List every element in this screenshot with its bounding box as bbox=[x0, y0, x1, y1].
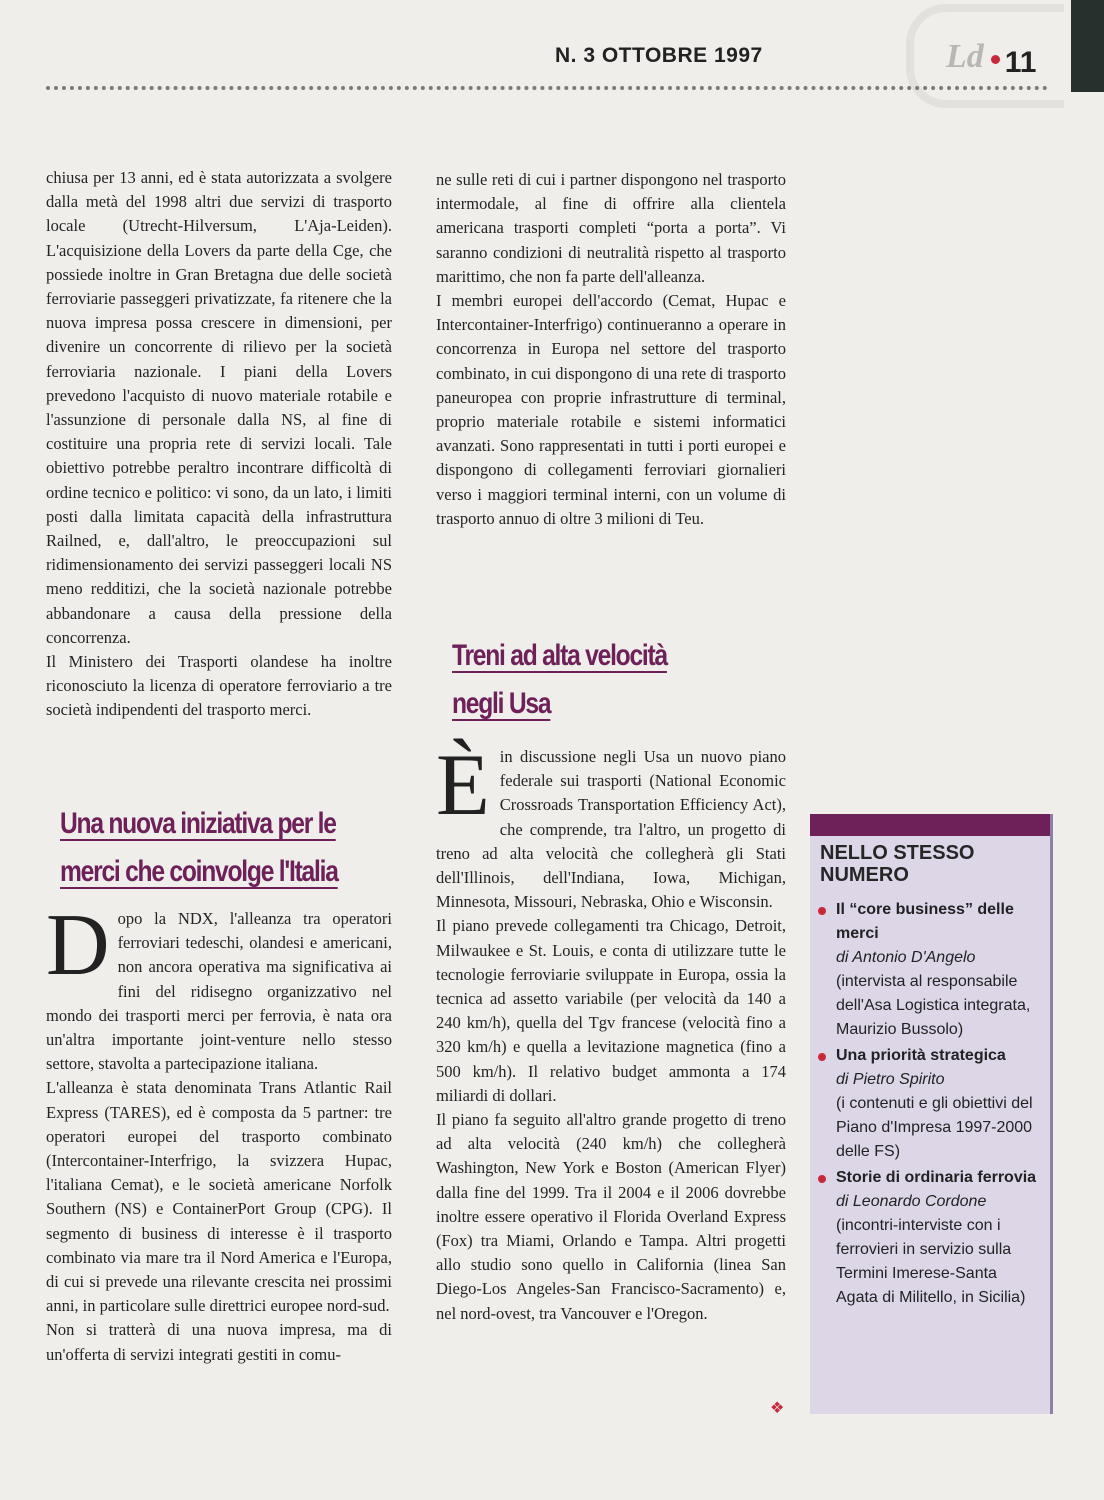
headline-alta-velocita bbox=[452, 632, 731, 728]
page-header-brand bbox=[946, 38, 1037, 80]
sidebox-title-line: NUMERO bbox=[820, 864, 909, 886]
item-author: di Pietro Spirito bbox=[836, 1071, 945, 1088]
item-description: (i contenuti e gli obiettivi del Piano d'Impresa 1997-2000 delle FS) bbox=[836, 1095, 1033, 1160]
bullet-icon bbox=[818, 1053, 826, 1061]
headline-line: negli Usa bbox=[452, 687, 551, 720]
paragraph: Non si tratterà di una nuova impresa, ma di un'offerta di servizi integrati gestiti in comu- bbox=[46, 1320, 392, 1364]
item-author: di Leonardo Cordone bbox=[836, 1193, 987, 1210]
sidebox-accent-bar bbox=[810, 814, 1050, 836]
brand-logo: Ld bbox=[946, 38, 984, 75]
page-number: 11 bbox=[1004, 45, 1037, 79]
article-tares bbox=[46, 897, 392, 1367]
dotted-divider bbox=[46, 86, 1048, 90]
item-description: (incontri-interviste con i ferrovieri in servizio sulla Termini Imerese-Santa Agata di Militello, in Sicilia) bbox=[836, 1217, 1026, 1306]
drop-cap: D bbox=[46, 897, 110, 994]
paragraph: Il Ministero dei Trasporti olandese ha inoltre riconosciuto la licenza di operatore ferroviario a tre società indipendenti del trasporto merci. bbox=[46, 652, 392, 720]
paragraph: I membri europei dell'accordo (Cemat, Hupac e Intercontainer-Interfrigo) continueranno a operare in concorrenza in Europa nel settore del trasporto combinato, in cui dispongono di una rete di trasporto paneuropea con proprie infrastrutture di terminal, proprio materiale rotabile e sistemi informatici avanzati. Sono rappresentati in tutti i porti europei e dispongono di collegamenti ferroviari giornalieri verso i maggiori terminal interni, con un volume di trasporto annuo di oltre 3 milioni di Teu. bbox=[436, 291, 786, 528]
item-title: Una priorità strategica bbox=[836, 1047, 1006, 1064]
end-mark-icon: ❖ bbox=[770, 1400, 785, 1417]
paragraph: Il piano fa seguito all'altro grande progetto di treno ad alta velocità (240 km/h) che collegherà Washington, New York e Boston (American Flyer) dalla fine del 1999. Tra il 2004 e il 2006 dovrebbe inoltre essere operativo il Florida Overland Express (Fox) tra Miami, Orlando e Tampa. Altri progetti allo studio sono quello in California (linea San Diego-Los Angeles-San Francisco-Sacramento) e, nel nord-ovest, tra Vancouver e l'Oregon. bbox=[436, 1110, 786, 1323]
article-alta-velocita bbox=[436, 737, 786, 1326]
headline-line: merci che coinvolge l'Italia bbox=[60, 855, 338, 888]
bullet-icon bbox=[818, 1175, 826, 1183]
column-left bbox=[46, 166, 392, 723]
sidebox-item bbox=[836, 1166, 1042, 1310]
sidebox-title bbox=[820, 842, 1050, 886]
column-right bbox=[436, 168, 786, 531]
paragraph: opo la NDX, l'alleanza tra operatori ferroviari tedeschi, olandesi e americani, non ancora operativa ma significativa ai fini del ridisegno organizzativo nel mondo dei trasporti merci per ferrovia, è nata ora un'altra importante joint-venture nello stesso settore, stavolta a partecipazione italiana. bbox=[46, 909, 392, 1074]
sidebox-nello-stesso-numero bbox=[810, 814, 1053, 1414]
issue-date: N. 3 OTTOBRE 1997 bbox=[555, 44, 763, 67]
item-author: di Antonio D'Angelo bbox=[836, 949, 976, 966]
headline-nuova-iniziativa bbox=[60, 800, 372, 896]
paragraph: chiusa per 13 anni, ed è stata autorizzata a svolgere dalla metà del 1998 altri due servizi di trasporto locale (Utrecht-Hilversum, L'Aja-Leiden). L'acquisizione della Lovers da parte della Cge, che possiede inoltre in Gran Bretagna due delle società ferroviarie passeggeri privatizzate, fa ritenere che la nuova impresa possa crescere in dimensioni, per divenire un concorrente di rilievo per la società ferroviaria nazionale. I piani della Lovers prevedono l'acquisto di nuovo materiale rotabile e l'assunzione di personale dalla NS, al fine di costituire una propria rete di servizi locali. Tale obiettivo potrebbe peraltro incontrare difficoltà di ordine tecnico e politico: vi sono, da un lato, i limiti posti dalla limitata capacità della infrastruttura Railned, e, dall'altro, le preoccupazioni sul ridimensionamento dei servizi passeggeri locali NS meno redditizi, che la società nazionale potrebbe abbandonare a causa della pressione della concorrenza. bbox=[46, 168, 392, 647]
sidebox-title-line: NELLO STESSO bbox=[820, 842, 975, 864]
bullet-icon bbox=[818, 907, 826, 915]
item-title: Il “core business” delle merci bbox=[836, 901, 1014, 942]
item-description: (intervista al responsabile dell'Asa Logistica integrata, Maurizio Bussolo) bbox=[836, 973, 1031, 1038]
dot-icon bbox=[991, 55, 1000, 64]
headline-line: Treni ad alta velocità bbox=[452, 639, 667, 672]
page-edge-tab bbox=[1071, 0, 1104, 92]
item-title: Storie di ordinaria ferrovia bbox=[836, 1169, 1037, 1186]
paragraph: in discussione negli Usa un nuovo piano federale sui trasporti (National Economic Crossroads Transportation Efficiency Act), che comprende, tra l'altro, un progetto di treno ad alta velocità che collegherà gli Stati dell'Illinois, dell'Indiana, Iowa, Michigan, Minnesota, Missouri, Nebraska, Ohio e Wisconsin. bbox=[436, 747, 786, 912]
sidebox-item bbox=[836, 1044, 1042, 1164]
sidebox-item bbox=[836, 898, 1042, 1042]
headline-line: Una nuova iniziativa per le bbox=[60, 807, 336, 840]
drop-cap: È bbox=[436, 737, 490, 834]
paragraph: L'alleanza è stata denominata Trans Atlantic Rail Express (TARES), ed è composta da 5 partner: tre operatori europei del trasporto combinato (Intercontainer-Interfrigo, la svizzera Hupac, l'italiana Cemat), e le società americane Norfolk Southern (NS) e ContainerPort Group (CPG). Il segmento di business di interesse è il trasporto combinato via mare tra il Nord America e l'Europa, di cui si prevede una rilevante crescita nei prossimi anni, in particolare sulle direttrici europee nord-sud. bbox=[46, 1078, 392, 1316]
paragraph: Il piano prevede collegamenti tra Chicago, Detroit, Milwaukee e St. Louis, e conta di utilizzare tutte le tecnologie ferroviarie sviluppate in Europa, ossia la tecnica ad assetto variabile (per velocità da 140 a 240 km/h), quella del Tgv francese (velocità fino a 320 km/h) e quella a levitazione magnetica (fino a 500 km/h). Il relativo budget ammonta a 174 miliardi di dollari. bbox=[436, 916, 786, 1105]
paragraph: ne sulle reti di cui i partner dispongono nel trasporto intermodale, al fine di offrire alla clientela americana trasporti completi “porta a porta”. Vi saranno condizioni di neutralità rispetto al trasporto marittimo, che non fa parte dell'alleanza. bbox=[436, 170, 786, 286]
